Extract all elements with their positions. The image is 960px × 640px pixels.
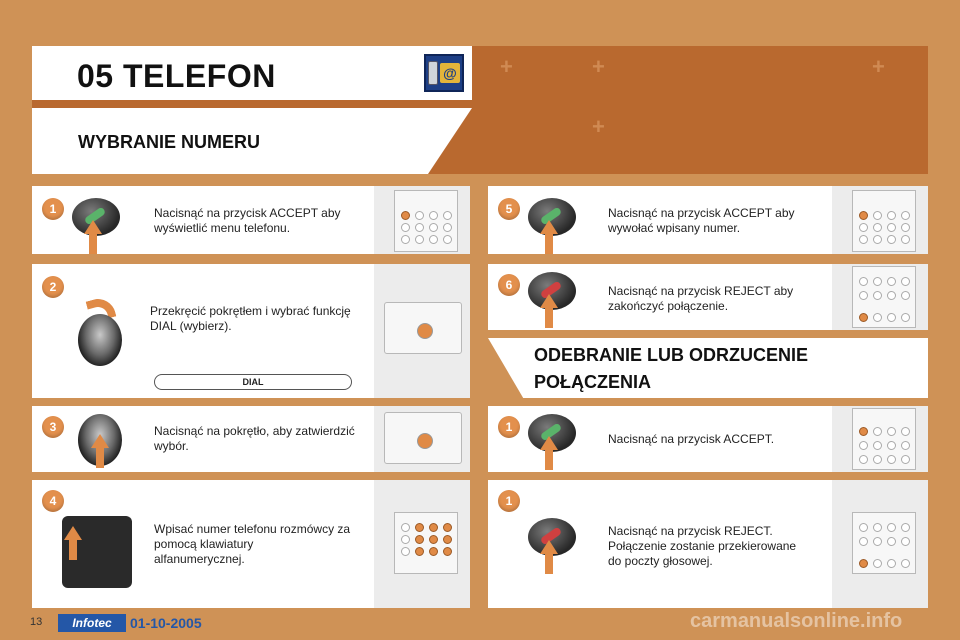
- title-bar: [32, 46, 472, 100]
- arrow-stem: [96, 446, 104, 468]
- step-text: Nacisnąć na przycisk ACCEPT.: [608, 432, 775, 446]
- knob-highlight: [417, 323, 433, 339]
- keypad-icon: [852, 266, 916, 328]
- page-title: 05 TELEFON: [77, 58, 276, 94]
- arrow-stem: [89, 232, 97, 254]
- header-band: [32, 46, 928, 174]
- step-panel-accept: [488, 406, 928, 472]
- step-text: Nacisnąć na pokrętło, aby zatwierdzić wybór.: [154, 424, 355, 453]
- plus-decor-icon: +: [872, 54, 885, 79]
- step-text: Przekręcić pokrętłem i wybrać funkcję DIAL (wybierz).: [150, 304, 351, 333]
- step-text: Nacisnąć na przycisk ACCEPT aby wywołać wpisany numer.: [608, 206, 795, 235]
- step-panel-1: [32, 186, 470, 254]
- plus-decor-icon: +: [592, 114, 605, 139]
- radio-panel-icon: [384, 302, 462, 354]
- phone-icon: [428, 61, 438, 85]
- step-number: 1: [498, 416, 520, 438]
- step-number: 1: [42, 198, 64, 220]
- arrow-stem: [545, 232, 553, 254]
- step-panel-2: [32, 264, 470, 398]
- arrow-stem: [545, 448, 553, 470]
- keypad-icon: [852, 408, 916, 470]
- step-text: Nacisnąć na przycisk REJECT aby zakończyć połączenie.: [608, 284, 794, 313]
- step-text: Wpisać numer telefonu rozmówcy za pomocą klawiatury alfanumerycznej.: [154, 522, 351, 566]
- rotary-knob-icon: [78, 314, 122, 366]
- step-text: Nacisnąć na przycisk REJECT. Połączenie zostanie przekierowane do poczty głosowej.: [608, 524, 797, 568]
- step-panel-3: [32, 406, 470, 472]
- keypad-icon: [394, 190, 458, 252]
- section2-title: ODEBRANIE LUB ODRZUCENIE POŁĄCZENIA: [534, 345, 809, 392]
- step-panel-4: [32, 480, 470, 608]
- step-number: 1: [498, 490, 520, 512]
- keypad-icon: [852, 190, 916, 252]
- step-number: 3: [42, 416, 64, 438]
- step-panel-6: [488, 264, 928, 330]
- step-panel-5: [488, 186, 928, 254]
- knob-highlight: [417, 433, 433, 449]
- phone-at-icon: [424, 54, 464, 92]
- step-number: 4: [42, 490, 64, 512]
- radio-panel-icon: [384, 412, 462, 464]
- infotec-logo: Infotec: [58, 614, 126, 632]
- step-number: 5: [498, 198, 520, 220]
- at-icon: @: [440, 63, 460, 83]
- section-title: WYBRANIE NUMERU: [78, 132, 260, 152]
- step-number: 6: [498, 274, 520, 296]
- step-text: Nacisnąć na przycisk ACCEPT aby wyświetlić menu telefonu.: [154, 206, 341, 235]
- arrow-stem: [545, 306, 553, 328]
- plus-decor-icon: +: [592, 54, 605, 79]
- keypad-icon: [852, 512, 916, 574]
- arrow-stem: [69, 538, 77, 560]
- arrow-stem: [545, 552, 553, 574]
- page-number: 13: [30, 616, 43, 628]
- dial-badge: DIAL: [154, 374, 352, 390]
- plus-decor-icon: +: [500, 54, 513, 79]
- footer-date: 01-10-2005: [130, 615, 202, 631]
- step-panel-reject: [488, 480, 928, 608]
- step-number: 2: [42, 276, 64, 298]
- watermark: carmanualsonline.info: [690, 610, 903, 632]
- keypad-icon: [394, 512, 458, 574]
